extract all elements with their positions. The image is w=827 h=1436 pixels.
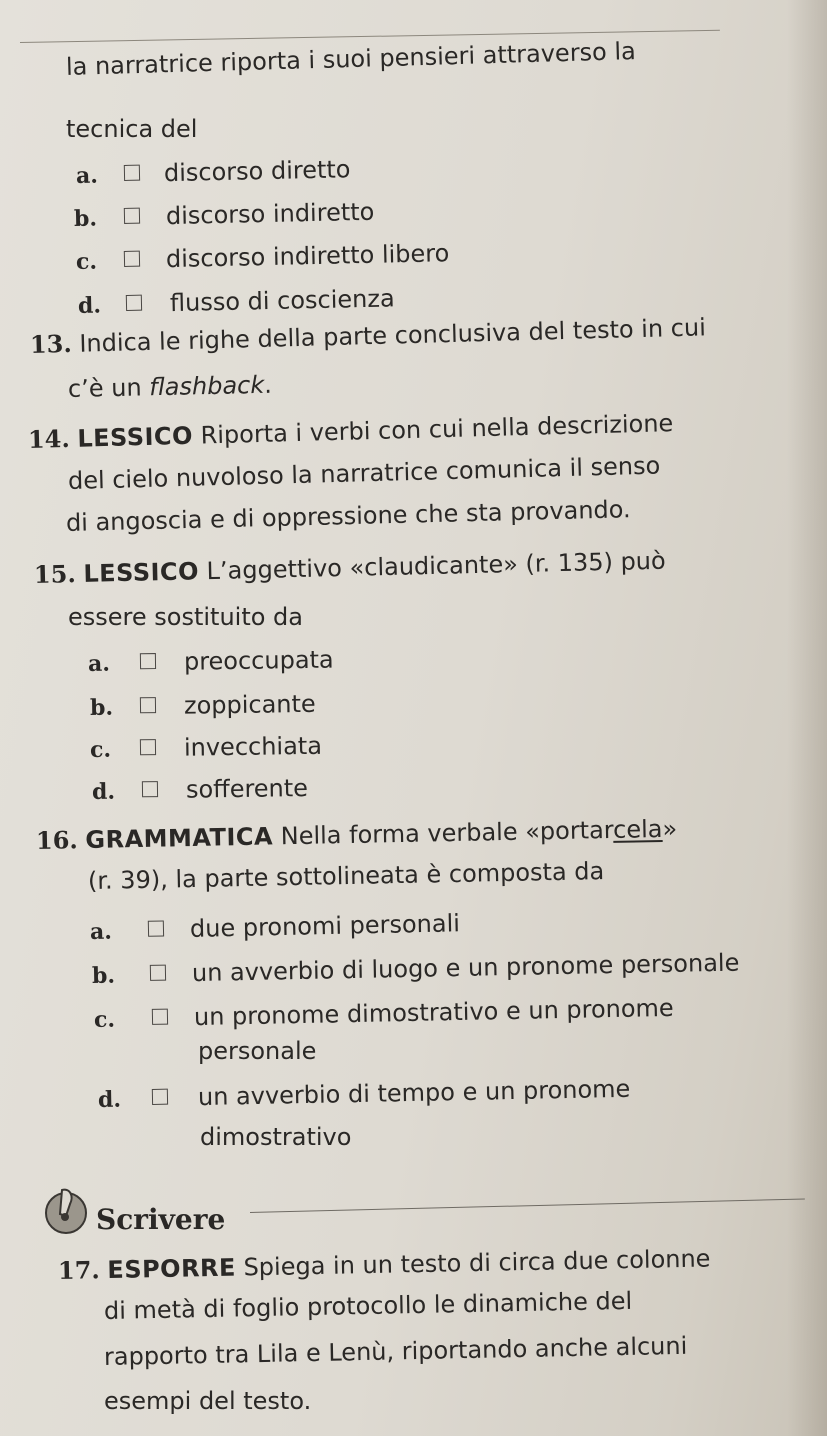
question-16-line-1 — [36, 814, 678, 856]
checkbox[interactable] — [148, 920, 164, 936]
option-a[interactable] — [75, 155, 351, 191]
option-letter: b. — [73, 205, 98, 232]
option-letter: b. — [89, 694, 114, 721]
question-number: 16. — [35, 825, 79, 855]
question-text: Spiega in un testo di circa due colonne — [243, 1244, 711, 1282]
checkbox[interactable] — [126, 295, 142, 311]
question-text: L’aggettivo «claudicante» (r. 135) può — [206, 546, 666, 586]
question-text: (r. 39), la parte sottolineata è composta da — [87, 857, 605, 895]
option-text: invecchiata — [183, 731, 323, 762]
option-b[interactable] — [73, 197, 375, 234]
question-text: di angoscia e di oppressione che sta provando. — [65, 495, 631, 537]
question-14-line-2 — [68, 450, 661, 495]
option-letter: c. — [93, 1006, 116, 1033]
question-number: 13. — [29, 328, 73, 359]
option-c[interactable] — [75, 239, 450, 277]
checkbox[interactable] — [124, 165, 140, 181]
question-text: c’è un — [67, 373, 150, 403]
checkbox[interactable] — [124, 251, 140, 267]
option-text: un avverbio di luogo e un pronome personale — [191, 948, 740, 988]
checkbox[interactable] — [124, 208, 140, 224]
section-title: Scrivere — [96, 1203, 226, 1236]
question-15-line-2 — [68, 602, 303, 632]
checkbox[interactable] — [140, 697, 156, 713]
question-17-line-2 — [104, 1286, 633, 1326]
option-d[interactable] — [77, 284, 395, 321]
question-number: 14. — [27, 423, 71, 454]
option-c-continued — [198, 1036, 316, 1066]
option-d[interactable] — [97, 1074, 631, 1115]
stem-line: la narratrice riporta i suoi pensieri attraverso la — [65, 37, 637, 81]
question-text: rapporto tra Lila e Lenù, riportando anche alcuni — [103, 1331, 688, 1371]
option-d-continued — [200, 1122, 351, 1152]
question-text: esempi del testo. — [104, 1387, 312, 1415]
option-letter: d. — [77, 292, 102, 319]
question-12-stem-2 — [66, 114, 197, 144]
question-text: » — [662, 814, 678, 843]
option-text: discorso indiretto — [165, 197, 375, 231]
option-text: sofferente — [185, 773, 309, 804]
option-letter: c. — [75, 248, 98, 275]
option-letter: a. — [87, 650, 111, 677]
flashback-term: flashback — [148, 370, 265, 402]
option-c[interactable] — [89, 731, 323, 765]
page-shadow — [787, 0, 827, 1436]
question-12-stem — [66, 36, 637, 82]
option-b[interactable] — [89, 689, 316, 723]
question-text: . — [263, 370, 273, 399]
option-text: discorso diretto — [163, 155, 351, 188]
section-tag: GRAMMATICA — [85, 822, 274, 855]
option-d[interactable] — [91, 773, 309, 807]
option-letter: d. — [91, 778, 116, 805]
question-13-line-2 — [68, 370, 272, 404]
option-letter: a. — [89, 918, 113, 945]
question-15-line-1 — [34, 546, 666, 590]
checkbox[interactable] — [140, 739, 156, 755]
section-rule — [250, 1198, 805, 1213]
question-text: Riporta i verbi con cui nella descrizione — [200, 409, 674, 450]
option-b[interactable] — [91, 948, 740, 991]
option-text: un avverbio di tempo e un pronome — [197, 1074, 631, 1112]
option-letter: c. — [89, 736, 112, 763]
pen-circle-icon — [40, 1186, 94, 1236]
question-17-line-4 — [104, 1386, 311, 1416]
option-letter: d. — [97, 1086, 122, 1113]
option-text: zoppicante — [183, 689, 316, 720]
section-tag: LESSICO — [77, 421, 194, 453]
option-a[interactable] — [89, 909, 461, 947]
question-13-line-1 — [30, 312, 707, 360]
checkbox[interactable] — [152, 1089, 168, 1105]
option-letter: a. — [75, 162, 99, 189]
section-tag: ESPORRE — [107, 1253, 237, 1285]
option-text: un pronome dimostrativo e un pronome — [193, 993, 674, 1032]
option-c[interactable] — [93, 993, 674, 1035]
question-16-line-2 — [88, 856, 605, 896]
checkbox[interactable] — [150, 965, 166, 981]
question-text: di metà di foglio protocollo le dinamiche del — [103, 1286, 633, 1325]
checkbox[interactable] — [152, 1009, 168, 1025]
stem-line: tecnica del — [66, 115, 198, 143]
section-tag: LESSICO — [83, 557, 200, 588]
question-text: del cielo nuvoloso la narratrice comunica il senso — [67, 451, 661, 495]
option-letter: b. — [91, 962, 116, 989]
question-number: 15. — [33, 559, 77, 589]
option-text: dimostrativo — [200, 1123, 352, 1151]
question-17-line-1 — [58, 1243, 711, 1286]
question-text: Indica le righe della parte conclusiva del testo in cui — [79, 313, 707, 358]
option-a[interactable] — [87, 645, 334, 679]
question-17-line-3 — [104, 1331, 688, 1372]
option-text: preoccupata — [183, 645, 334, 676]
question-text: essere sostituito da — [68, 603, 303, 631]
question-text: Nella forma verbale «portar — [280, 815, 614, 851]
checkbox[interactable] — [142, 781, 158, 797]
option-text: personale — [198, 1037, 317, 1065]
option-text: discorso indiretto libero — [165, 239, 450, 274]
question-14-line-1 — [28, 408, 674, 455]
checkbox[interactable] — [140, 653, 156, 669]
question-number: 17. — [57, 1255, 101, 1285]
option-text: due pronomi personali — [189, 909, 461, 943]
option-text: flusso di coscienza — [169, 284, 395, 318]
question-14-line-3 — [66, 494, 631, 538]
underlined-part: cela — [612, 814, 663, 844]
